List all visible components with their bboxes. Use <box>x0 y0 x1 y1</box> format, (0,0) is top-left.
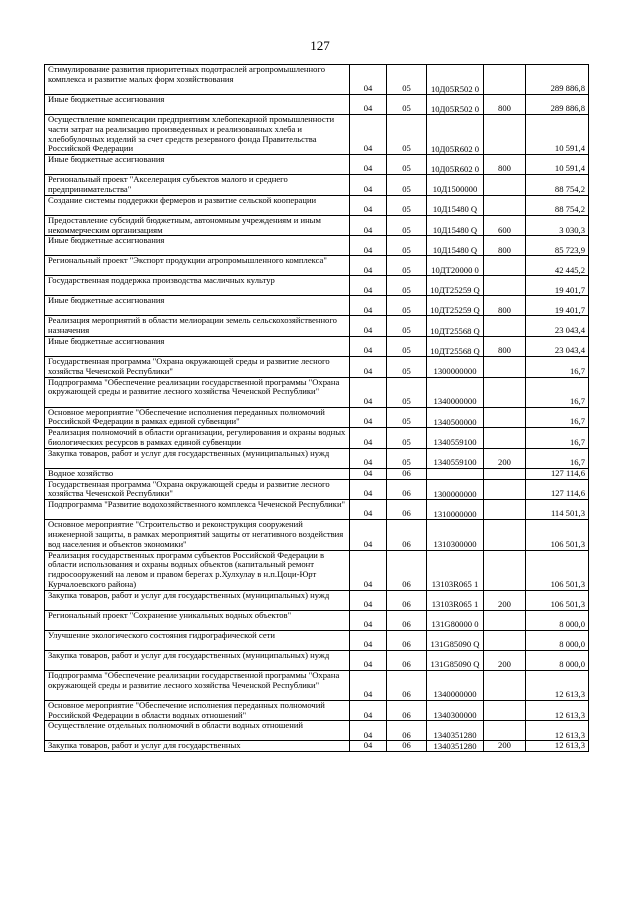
row-subsection: 05 <box>387 276 427 296</box>
row-subsection: 05 <box>387 65 427 95</box>
row-expense-type <box>484 316 526 337</box>
row-section: 04 <box>350 276 387 296</box>
row-section: 04 <box>350 215 387 236</box>
row-expense-type <box>484 610 526 630</box>
row-name: Осуществление отдельных полномочий в области водных отношений <box>45 721 350 741</box>
row-subsection: 06 <box>387 520 427 550</box>
row-expense-type <box>484 479 526 500</box>
row-subsection: 05 <box>387 377 427 407</box>
row-target-article: 131G85090 Q <box>427 650 484 670</box>
row-target-article: 1310300000 <box>427 520 484 550</box>
row-expense-type <box>484 195 526 215</box>
row-amount: 127 114,6 <box>526 468 589 479</box>
row-amount: 8 000,0 <box>526 610 589 630</box>
row-target-article: 10ДТ20000 0 <box>427 256 484 276</box>
row-amount: 88 754,2 <box>526 175 589 196</box>
row-section: 04 <box>350 377 387 407</box>
row-amount: 12 613,3 <box>526 670 589 700</box>
row-name: Иные бюджетные ассигнования <box>45 95 350 115</box>
row-target-article: 13103R065 1 <box>427 550 484 590</box>
table-row <box>45 356 589 377</box>
row-target-article: 10Д05R502 0 <box>427 95 484 115</box>
row-expense-type: 200 <box>484 741 526 752</box>
table-row <box>45 336 589 356</box>
row-expense-type: 800 <box>484 236 526 256</box>
row-name: Иные бюджетные ассигнования <box>45 236 350 256</box>
row-section: 04 <box>350 650 387 670</box>
row-amount: 16,7 <box>526 407 589 428</box>
row-subsection: 05 <box>387 215 427 236</box>
row-expense-type <box>484 175 526 196</box>
row-expense-type: 200 <box>484 650 526 670</box>
row-section: 04 <box>350 670 387 700</box>
row-name: Иные бюджетные ассигнования <box>45 155 350 175</box>
row-expense-type <box>484 428 526 449</box>
row-amount: 85 723,9 <box>526 236 589 256</box>
row-section: 04 <box>350 500 387 520</box>
row-target-article: 10Д05R502 0 <box>427 65 484 95</box>
row-name: Иные бюджетные ассигнования <box>45 296 350 316</box>
table-row <box>45 215 589 236</box>
row-expense-type <box>484 65 526 95</box>
row-expense-type <box>484 115 526 155</box>
row-name: Реализация государственных программ субъектов Российской Федерации в области использования и охраны водных объектов (капитальный ремонт гидросооружений на левом и правом берегах р.Хулхулау в н.п.Цоци-Юрт Курчалоевского района) <box>45 550 350 590</box>
row-section: 04 <box>350 468 387 479</box>
table-row <box>45 407 589 428</box>
table-row <box>45 670 589 700</box>
table-row <box>45 650 589 670</box>
row-name: Региональный проект "Экспорт продукции агропромышленного комплекса" <box>45 256 350 276</box>
row-amount: 289 886,8 <box>526 95 589 115</box>
row-name: Государственная программа "Охрана окружающей среды и развитие лесного хозяйства Чеченской Республики" <box>45 356 350 377</box>
row-section: 04 <box>350 296 387 316</box>
row-subsection: 05 <box>387 256 427 276</box>
row-section: 04 <box>350 721 387 741</box>
row-section: 04 <box>350 236 387 256</box>
row-target-article: 10Д15480 Q <box>427 195 484 215</box>
row-section: 04 <box>350 155 387 175</box>
row-subsection: 06 <box>387 550 427 590</box>
row-subsection: 05 <box>387 448 427 468</box>
row-name: Закупка товаров, работ и услуг для государственных <box>45 741 350 752</box>
row-expense-type <box>484 721 526 741</box>
row-amount: 106 501,3 <box>526 590 589 610</box>
row-section: 04 <box>350 741 387 752</box>
row-target-article: 1340500000 <box>427 407 484 428</box>
row-amount: 3 030,3 <box>526 215 589 236</box>
table-row <box>45 610 589 630</box>
row-target-article: 10Д15480 Q <box>427 215 484 236</box>
row-amount: 12 613,3 <box>526 700 589 721</box>
row-expense-type: 800 <box>484 336 526 356</box>
row-section: 04 <box>350 115 387 155</box>
table-row <box>45 276 589 296</box>
row-section: 04 <box>350 175 387 196</box>
row-name: Основное мероприятие "Строительство и реконструкция сооружений инженерной защиты, в рамках мероприятий защиты от негативного воздействия вод населения и объектов экономики" <box>45 520 350 550</box>
row-target-article: 10Д05R602 0 <box>427 155 484 175</box>
row-subsection: 05 <box>387 95 427 115</box>
row-amount: 42 445,2 <box>526 256 589 276</box>
table-row <box>45 95 589 115</box>
budget-table <box>44 64 589 752</box>
table-row <box>45 65 589 95</box>
row-section: 04 <box>350 316 387 337</box>
row-name: Реализация полномочий в области организации, регулирования и охраны водных биологических ресурсов в рамках единой субвенции <box>45 428 350 449</box>
row-amount: 106 501,3 <box>526 550 589 590</box>
row-expense-type: 800 <box>484 155 526 175</box>
row-section: 04 <box>350 630 387 650</box>
row-subsection: 05 <box>387 407 427 428</box>
row-expense-type: 800 <box>484 296 526 316</box>
row-expense-type: 600 <box>484 215 526 236</box>
row-section: 04 <box>350 590 387 610</box>
row-subsection: 06 <box>387 610 427 630</box>
row-name: Подпрограмма "Развитие водохозяйственного комплекса Чеченской Республики" <box>45 500 350 520</box>
row-subsection: 05 <box>387 236 427 256</box>
row-subsection: 05 <box>387 195 427 215</box>
row-name: Основное мероприятие "Обеспечение исполнения переданных полномочий Российской Федерации в области водных отношений" <box>45 700 350 721</box>
row-amount: 19 401,7 <box>526 296 589 316</box>
table-row <box>45 256 589 276</box>
row-amount: 16,7 <box>526 448 589 468</box>
row-amount: 10 591,4 <box>526 155 589 175</box>
row-amount: 12 613,3 <box>526 741 589 752</box>
row-subsection: 06 <box>387 670 427 700</box>
row-section: 04 <box>350 95 387 115</box>
row-name: Создание системы поддержки фермеров и развитие сельской кооперации <box>45 195 350 215</box>
row-target-article: 10ДТ25259 Q <box>427 276 484 296</box>
row-expense-type: 200 <box>484 448 526 468</box>
row-name: Региональный проект "Акселерация субъектов малого и среднего предпринимательства" <box>45 175 350 196</box>
row-target-article: 1340559100 <box>427 428 484 449</box>
row-subsection: 06 <box>387 590 427 610</box>
row-amount: 10 591,4 <box>526 115 589 155</box>
row-expense-type <box>484 520 526 550</box>
row-expense-type <box>484 256 526 276</box>
row-subsection: 05 <box>387 336 427 356</box>
row-section: 04 <box>350 428 387 449</box>
row-target-article: 1340300000 <box>427 700 484 721</box>
row-name: Реализация мероприятий в области мелиорации земель сельскохозяйственного назначения <box>45 316 350 337</box>
row-section: 04 <box>350 700 387 721</box>
row-section: 04 <box>350 195 387 215</box>
table-row <box>45 296 589 316</box>
budget-table-body <box>45 65 589 752</box>
row-expense-type <box>484 407 526 428</box>
row-target-article: 10ДТ25259 Q <box>427 296 484 316</box>
page-number: 127 <box>310 38 330 53</box>
row-target-article: 1340000000 <box>427 670 484 700</box>
row-expense-type <box>484 500 526 520</box>
table-row <box>45 500 589 520</box>
table-row <box>45 479 589 500</box>
row-name: Водное хозяйство <box>45 468 350 479</box>
table-row <box>45 468 589 479</box>
table-row <box>45 377 589 407</box>
row-amount: 106 501,3 <box>526 520 589 550</box>
table-row <box>45 520 589 550</box>
table-row <box>45 195 589 215</box>
row-name: Государственная программа "Охрана окружающей среды и развитие лесного хозяйства Чеченской Республики" <box>45 479 350 500</box>
row-subsection: 05 <box>387 155 427 175</box>
row-target-article: 1340000000 <box>427 377 484 407</box>
row-section: 04 <box>350 520 387 550</box>
row-section: 04 <box>350 610 387 630</box>
row-expense-type <box>484 550 526 590</box>
row-amount: 19 401,7 <box>526 276 589 296</box>
row-name: Подпрограмма "Обеспечение реализации государственной программы "Охрана окружающей среды и развитие лесного хозяйства Чеченской Республики" <box>45 377 350 407</box>
row-name: Стимулирование развития приоритетных подотраслей агропромышленного комплекса и развитие малых форм хозяйствования <box>45 65 350 95</box>
row-amount: 16,7 <box>526 428 589 449</box>
row-name: Региональный проект "Сохранение уникальных водных объектов" <box>45 610 350 630</box>
row-expense-type <box>484 670 526 700</box>
table-row <box>45 630 589 650</box>
row-subsection: 05 <box>387 175 427 196</box>
row-section: 04 <box>350 407 387 428</box>
row-amount: 114 501,3 <box>526 500 589 520</box>
row-section: 04 <box>350 336 387 356</box>
row-amount: 127 114,6 <box>526 479 589 500</box>
row-expense-type <box>484 276 526 296</box>
row-target-article: 1310000000 <box>427 500 484 520</box>
row-expense-type <box>484 700 526 721</box>
table-row <box>45 590 589 610</box>
row-target-article: 1340351280 <box>427 741 484 752</box>
table-row <box>45 115 589 155</box>
row-name: Закупка товаров, работ и услуг для государственных (муниципальных) нужд <box>45 650 350 670</box>
row-subsection: 05 <box>387 356 427 377</box>
row-subsection: 05 <box>387 296 427 316</box>
table-row <box>45 236 589 256</box>
row-target-article: 10Д1500000 <box>427 175 484 196</box>
table-row <box>45 155 589 175</box>
row-target-article <box>427 468 484 479</box>
row-name: Подпрограмма "Обеспечение реализации государственной программы "Охрана окружающей среды и развитие лесного хозяйства Чеченской Республики" <box>45 670 350 700</box>
row-subsection: 06 <box>387 650 427 670</box>
row-name: Закупка товаров, работ и услуг для государственных (муниципальных) нужд <box>45 590 350 610</box>
table-row <box>45 741 589 752</box>
row-name: Предоставление субсидий бюджетным, автономным учреждениям и иным некоммерческим организациям <box>45 215 350 236</box>
row-amount: 12 613,3 <box>526 721 589 741</box>
row-section: 04 <box>350 256 387 276</box>
table-row <box>45 550 589 590</box>
row-target-article: 13103R065 1 <box>427 590 484 610</box>
table-row <box>45 700 589 721</box>
row-target-article: 10ДТ25568 Q <box>427 316 484 337</box>
row-amount: 16,7 <box>526 356 589 377</box>
table-row <box>45 316 589 337</box>
row-target-article: 131G85090 Q <box>427 630 484 650</box>
row-subsection: 05 <box>387 428 427 449</box>
row-subsection: 06 <box>387 500 427 520</box>
table-row <box>45 448 589 468</box>
row-section: 04 <box>350 65 387 95</box>
row-target-article: 1340351280 <box>427 721 484 741</box>
row-target-article: 10ДТ25568 Q <box>427 336 484 356</box>
row-target-article: 131G80000 0 <box>427 610 484 630</box>
table-row <box>45 428 589 449</box>
row-subsection: 06 <box>387 741 427 752</box>
row-subsection: 06 <box>387 468 427 479</box>
row-amount: 16,7 <box>526 377 589 407</box>
row-name: Улучшение экологического состояния гидрографической сети <box>45 630 350 650</box>
row-subsection: 06 <box>387 721 427 741</box>
row-subsection: 06 <box>387 479 427 500</box>
row-amount: 23 043,4 <box>526 336 589 356</box>
row-subsection: 06 <box>387 630 427 650</box>
row-expense-type: 200 <box>484 590 526 610</box>
row-target-article: 1300000000 <box>427 356 484 377</box>
row-expense-type: 800 <box>484 95 526 115</box>
row-subsection: 05 <box>387 316 427 337</box>
row-expense-type <box>484 468 526 479</box>
row-name: Иные бюджетные ассигнования <box>45 336 350 356</box>
row-amount: 8 000,0 <box>526 630 589 650</box>
row-name: Закупка товаров, работ и услуг для государственных (муниципальных) нужд <box>45 448 350 468</box>
row-name: Основное мероприятие "Обеспечение исполнения переданных полномочий Российской Федерации в рамках единой субвенции" <box>45 407 350 428</box>
table-row <box>45 721 589 741</box>
row-expense-type <box>484 356 526 377</box>
row-amount: 88 754,2 <box>526 195 589 215</box>
row-target-article: 10Д05R602 0 <box>427 115 484 155</box>
table-row <box>45 175 589 196</box>
row-target-article: 10Д15480 Q <box>427 236 484 256</box>
row-name: Государственная поддержка производства масличных культур <box>45 276 350 296</box>
row-section: 04 <box>350 550 387 590</box>
row-amount: 289 886,8 <box>526 65 589 95</box>
row-subsection: 05 <box>387 115 427 155</box>
row-amount: 8 000,0 <box>526 650 589 670</box>
row-section: 04 <box>350 356 387 377</box>
row-section: 04 <box>350 479 387 500</box>
row-target-article: 1300000000 <box>427 479 484 500</box>
row-target-article: 1340559100 <box>427 448 484 468</box>
row-expense-type <box>484 377 526 407</box>
row-name: Осуществление компенсации предприятиям хлебопекарной промышленности части затрат на реализацию произведенных и реализованных хлеба и хлебобулочных изделий за счет средств резервного фонда Правительства Российской Федерации <box>45 115 350 155</box>
row-amount: 23 043,4 <box>526 316 589 337</box>
row-section: 04 <box>350 448 387 468</box>
row-subsection: 06 <box>387 700 427 721</box>
row-expense-type <box>484 630 526 650</box>
